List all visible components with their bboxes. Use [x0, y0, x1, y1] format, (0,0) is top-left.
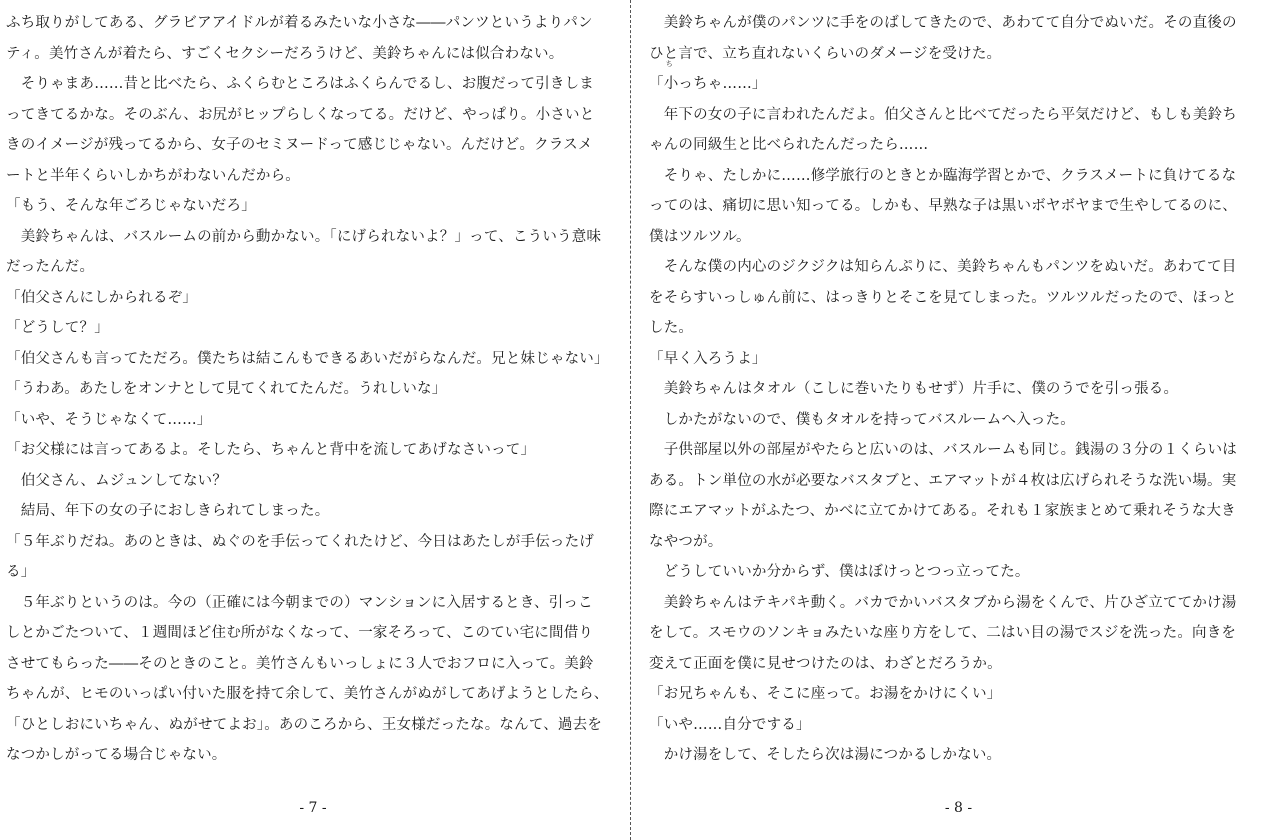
text-line: 美鈴ちゃんはテキパキ動く。バカでかいバスタブから湯をくんで、片ひざ立ててかけ湯 [649, 594, 1237, 611]
text-line: 「早く入ろうよ」 [649, 350, 767, 367]
text-line: 「伯父さんも言ってただろ。僕たちは結こんもできるあいだがらなんだ。兄と妹じゃない」 [6, 350, 609, 367]
text-line: しかたがないので、僕もタオルを持ってバスルームへ入った。 [649, 411, 1076, 428]
page-text [6, 8, 612, 771]
text-line: 変えて正面を僕に見せつけたのは、わざとだろうか。 [649, 655, 1002, 672]
text-line: ートと半年くらいしかちがわないんだから。 [6, 167, 300, 184]
text-line: 際にエアマットがふたつ、かべに立てかけてある。それも１家族まとめて乗れそうな大き [649, 503, 1236, 519]
text-line: 「伯父さんにしかられるぞ」 [6, 289, 198, 306]
text-line: をそらすいっしゅん前に、はっきりとそこを見てしまった。ツルツルだったので、ほっと [649, 289, 1237, 306]
text-line: 子供部屋以外の部屋がやたらと広いのは、バスルームも同じ。銭湯の３分の１くらいは [649, 442, 1237, 458]
page-left [0, 0, 626, 840]
text-line: 伯父さん、ムジュンしてない？ [6, 472, 228, 489]
text-line: させてもらった――そのときのこと。美竹さんもいっしょに３人でおフロに入って。美鈴 [6, 655, 594, 672]
text-line: どうしていいか分からず、僕はぼけっとつっ立ってた。 [649, 564, 1030, 580]
text-line: なつかしがってる場合じゃない。 [6, 747, 227, 763]
page-text [649, 8, 1261, 771]
text-line: そりゃまあ……昔と比べたら、ふくらむところはふくらんでるし、お腹だって引きしま [6, 76, 594, 92]
text-line: 美鈴ちゃんはタオル（こしに巻いたりもせず）片手に、僕のうでを引っ張る。 [649, 381, 1179, 397]
text-line: しとかごたついて、１週間ほど住む所がなくなって、一家そろって、このてい宅に間借り [6, 625, 594, 641]
text-line: なやつが。 [649, 533, 723, 550]
page-right [637, 0, 1280, 840]
text-line: 僕はツルツル。 [649, 228, 751, 245]
page-number: - 7 - [299, 800, 327, 816]
text-line: そんな僕の内心のジクジクは知らんぷりに、美鈴ちゃんもパンツをぬいだ。あわてて目 [649, 259, 1237, 275]
text-line: 結局、年下の女の子におしきられてしまった。 [6, 503, 330, 519]
text-line: ってきてるかな。そのぶん、お尻がヒップらしくなってる。だけど、やっぱり。小さいと [6, 106, 595, 123]
text-line: ってのは、痛切に思い知ってる。しかも、早熟な子は黒いボヤボヤまで生やしてるのに、 [649, 198, 1237, 214]
ruby-reading: ち [665, 60, 673, 68]
text-line: ひと言で、立ち直れないくらいのダメージを受けた。 [649, 45, 1002, 62]
page-number: - 8 - [944, 800, 973, 816]
text-line: る」 [6, 564, 36, 580]
text-line: 「いや……自分でする」 [649, 716, 811, 733]
text-line: ある。トン単位の水が必要なバスタブと、エアマットが４枚は広げられそうな洗い場。実 [649, 472, 1237, 489]
text-line: そりゃ、たしかに……修学旅行のときとか臨海学習とかで、クラスメートに負けてるな [649, 167, 1237, 184]
text-line: かけ湯をして、そしたら次は湯につかるしかない。 [649, 747, 1002, 763]
text-line: ５年ぶりというのは。今の（正確には今朝までの）マンションに入居するとき、引っこ [6, 594, 593, 611]
text-line: だったんだ。 [6, 259, 95, 275]
text-line: きのイメージが残ってるから、女子のセミヌードって感じじゃない。んだけど。クラスメ [6, 137, 593, 153]
text-line: 「お父様には言ってあるよ。そしたら、ちゃんと背中を流してあげなさいって」 [6, 442, 536, 458]
page-divider [630, 0, 631, 840]
text-line: 美鈴ちゃんが僕のパンツに手をのばしてきたので、あわてて自分でぬいだ。その直後の [649, 15, 1237, 31]
text-line: ティ。美竹さんが着たら、すごくセクシーだろうけど、美鈴ちゃんには似合わない。 [6, 45, 564, 62]
text-line: 年下の女の子に言われたんだよ。伯父さんと比べてだったら平気だけど、もしも美鈴ち [649, 106, 1237, 123]
text-line: 「お兄ちゃんも、そこに座って。お湯をかけにくい」 [649, 686, 1002, 702]
ruby-base: 小 ち [663, 60, 679, 92]
text-line: 「ひとしおにいちゃん、ぬがせてよお」。あのころから、王女様だったな。なんて、過去を [6, 716, 603, 733]
text-line: ゃんの同級生と比べられたんだったら…… [649, 137, 929, 153]
text-line: 「小 ち っちゃ……」 [649, 69, 1261, 100]
text-line: ちゃんが、ヒモのいっぱい付いた服を持て余して、美竹さんがぬがしてあげようとしたら、 [6, 686, 609, 702]
text-line: ふち取りがしてある、グラビアアイドルが着るみたいな小さな――パンツというよりパン [6, 15, 593, 31]
text-line: 美鈴ちゃんは、バスルームの前から動かない。「にげられないよ？」って、こういう意味 [6, 228, 602, 245]
text-line: した。 [649, 320, 694, 336]
text-line: 「どうして？」 [6, 320, 109, 336]
text-line: 「５年ぶりだね。あのときは、ぬぐのを手伝ってくれたけど、今日はあたしが手伝ったげ [6, 533, 594, 550]
text-line: 「うわあ。あたしをオンナとして見てくれてたんだ。うれしいな」 [6, 381, 447, 397]
text-line: 「いや、そうじゃなくて……」 [6, 411, 212, 428]
text-line: 「もう、そんな年ごろじゃないだろ」 [6, 198, 256, 214]
text-line: をして。スモウのソンキョみたいな座り方をして、二はい目の湯でスジを洗った。向きを [649, 625, 1237, 641]
